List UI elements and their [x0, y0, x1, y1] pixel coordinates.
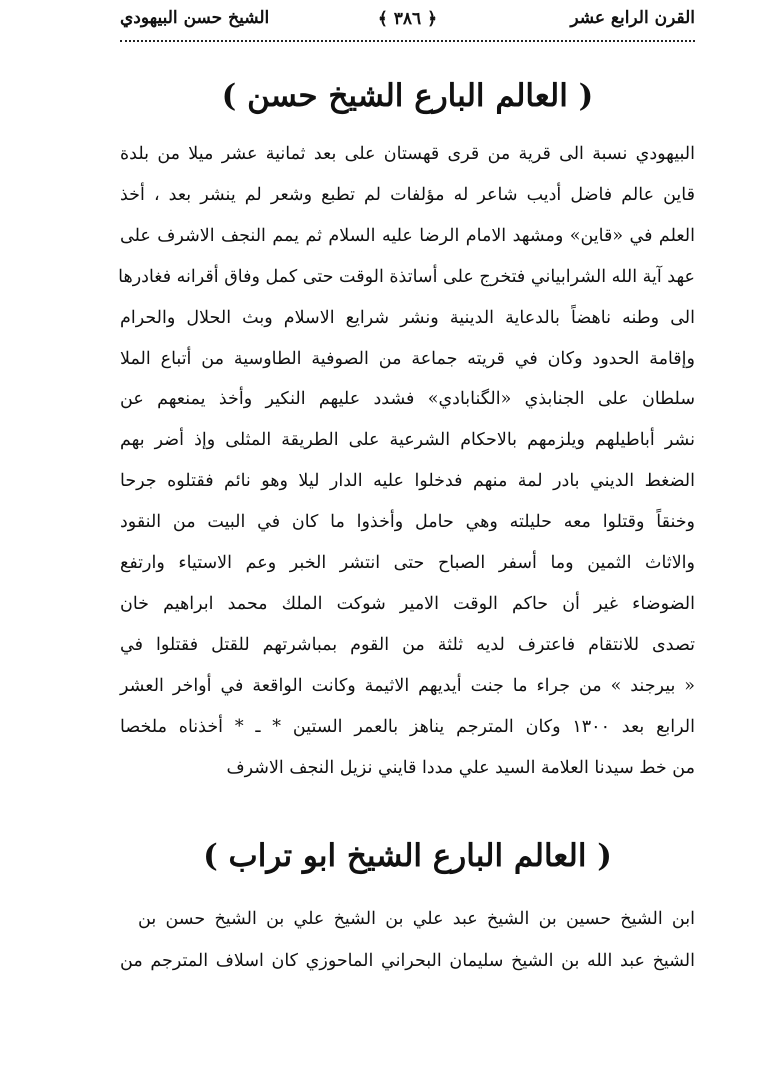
header-section: القرن الرابع عشر	[570, 8, 695, 28]
header-running-title: الشيخ حسن البيهودي	[120, 8, 270, 28]
text-line: وخنقاً وقتلوا معه حليلته وهي حامل وأخذوا ما كان في البيت من النقود	[120, 512, 695, 533]
entry-title: ( العالم البارع الشيخ ابو تراب )	[203, 838, 612, 874]
entry-title: ( العالم البارع الشيخ حسن )	[221, 78, 594, 114]
text-line: وإقامة الحدود وكان في قريته جماعة من الصوفية الطاوسية من أتباع الملا	[120, 348, 695, 369]
text-line: « بيرجند » من جراء ما جنت أيديهم الاثيمة وكانت الواقعة في أواخر العشر	[120, 675, 695, 696]
text-line: قاين عالم فاضل أديب شاعر له مؤلفات لم تطبع وشعر لم ينشر بعد ، أخذ	[120, 184, 695, 205]
text-line: ابن الشيخ حسين بن الشيخ عبد علي بن الشيخ علي بن الشيخ حسن بن	[138, 909, 695, 929]
text-line: الرابع بعد ١٣٠٠ وكان المترجم يناهز بالعمر الستين * ـ * أخذناه ملخصا	[120, 716, 695, 737]
page-number: ﴿ ٣٨٦ ﴾	[377, 9, 438, 29]
text-line: من خط سيدنا العلامة السيد علي مددا قايني نزيل النجف الاشرف	[226, 757, 695, 778]
text-line: تصدى للانتقام فاعترف لديه ثلثة من القوم بمباشرتهم للقتل فقتلوا في	[120, 634, 695, 655]
text-line: نشر أباطيلهم ويلزمهم بالاحكام الشرعية على الطريقة المثلى وإذ أضر بهم	[120, 430, 695, 451]
text-line: سلطان على الجنابذي «الگنابادي» فشدد عليهم النكير وأخذ يمنعهم عن	[120, 389, 695, 410]
running-header	[120, 8, 695, 38]
text-line: الى وطنه ناهضاً بالدعاية الدينية ونشر شرايع الاسلام وبث الحلال والحرام	[120, 307, 695, 328]
text-line: الضغط الديني بادر لمة منهم فدخلوا عليه الدار ليلا وهو نائم فقتلوه جرحا	[120, 471, 695, 492]
text-line: عهد آية الله الشرابياني فتخرج على أساتذة الوقت حتى كمل وفاق أقرانه فغادرها	[118, 266, 695, 287]
text-line: الشيخ عبد الله بن الشيخ سليمان البحراني الماحوزي كان اسلاف المترجم من	[120, 950, 695, 971]
text-line: والاثاث الثمين وما أسفر الصباح حتى انتشر الخبر وعم الاستياء وارتفع	[120, 553, 695, 573]
header-rule	[120, 40, 695, 42]
text-line: البيهودي نسبة الى قرية من قرى قهستان على بعد ثمانية عشر ميلا من بلدة	[120, 144, 695, 164]
text-line: العلم في «قاين» ومشهد الامام الرضا عليه السلام ثم يمم النجف الاشرف على	[120, 225, 695, 246]
text-line: الضوضاء غير أن حاكم الوقت الامير شوكت الملك محمد ابراهيم خان	[120, 593, 695, 614]
